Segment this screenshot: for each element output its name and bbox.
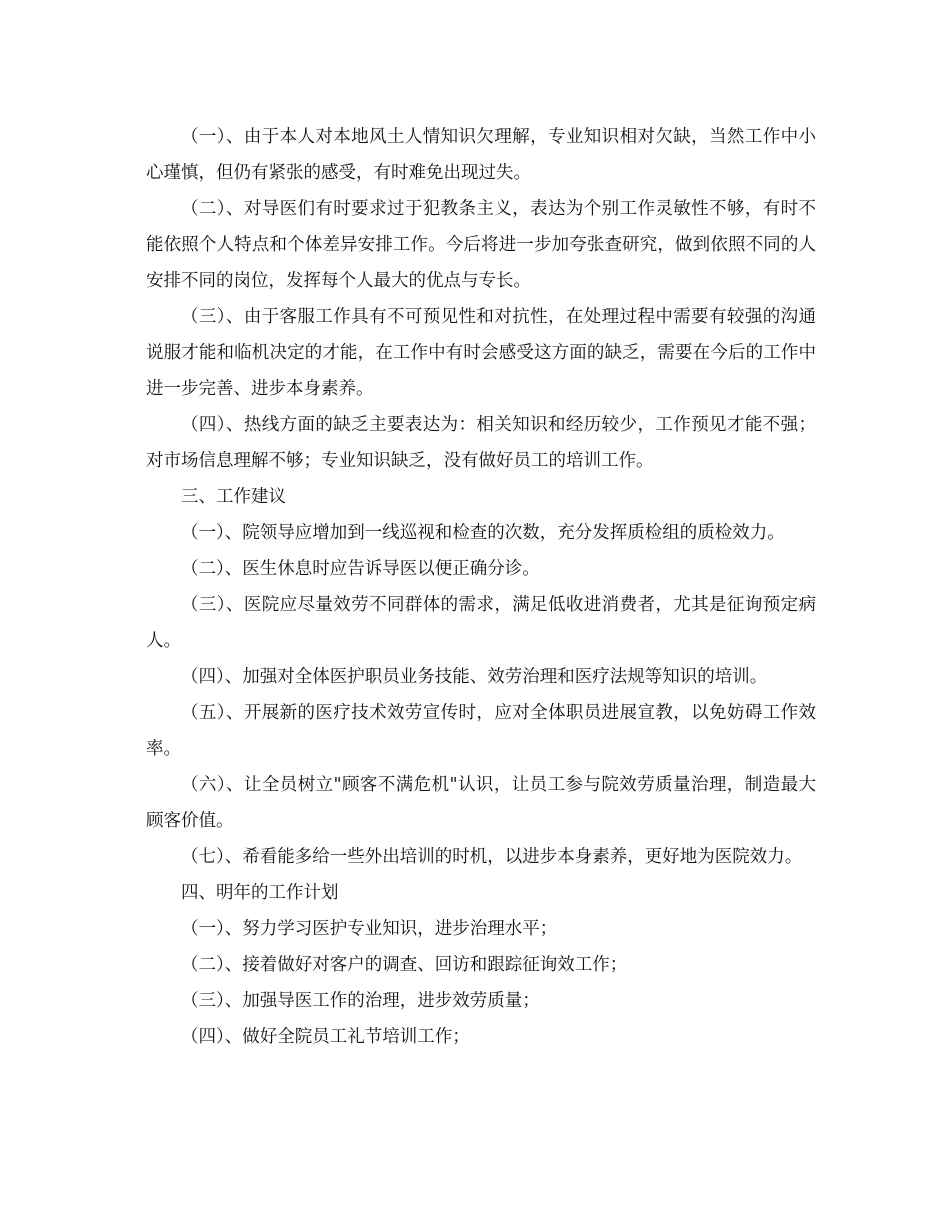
paragraph: （三）、加强导医工作的治理，进步效劳质量； [181, 991, 540, 1011]
section-heading: 四、明年的工作计划 [181, 883, 339, 903]
paragraph: （一）、努力学习医护专业知识，进步治理水平； [181, 919, 558, 939]
paragraph: （四）、热线方面的缺乏主要表达为：相关知识和经历较少，工作预见才能不强；对市场信息理解不够；专业知识缺乏，没有做好员工的培训工作。 [146, 415, 816, 471]
paragraph: （二）、对导医们有时要求过于犯教条主义，表达为个别工作灵敏性不够，有时不能依照个人特点和个体差异安排工作。今后将进一步加夸张查研究，做到依照不同的人安排不同的岗位，发挥每个人最大的优点与专长。 [146, 199, 816, 291]
paragraph: （三）、医院应尽量效劳不同群体的需求，满足低收进消费者，尤其是征询预定病人。 [146, 595, 816, 651]
paragraph: （五）、开展新的医疗技术效劳宣传时，应对全体职员进展宣教，以免妨碍工作效率。 [146, 703, 816, 759]
paragraph: （二）、接着做好对客户的调查、回访和跟踪征询效工作； [181, 955, 628, 975]
paragraph: （一）、由于本人对本地风土人情知识欠理解，专业知识相对欠缺，当然工作中小心瑾慎，但仍有紧张的感受，有时难免出现过失。 [146, 127, 816, 183]
paragraph: （一）、院领导应增加到一线巡视和检查的次数，充分发挥质检组的质检效力。 [181, 523, 785, 543]
paragraph: （三）、由于客服工作具有不可预见性和对抗性，在处理过程中需要有较强的沟通说服才能和临机决定的才能，在工作中有时会感受这方面的缺乏，需要在今后的工作中进一步完善、进步本身素养。 [146, 307, 816, 399]
paragraph: （二）、医生休息时应告诉导医以便正确分诊。 [181, 559, 540, 579]
paragraph: （四）、加强对全体医护职员业务技能、效劳治理和医疗法规等知识的培训。 [181, 667, 768, 687]
paragraph: （七）、希看能多给一些外出培训的时机，以进步本身素养，更好地为医院效力。 [181, 847, 803, 867]
paragraph: （四）、做好全院员工礼节培训工作； [181, 1027, 470, 1047]
section-heading: 三、工作建议 [181, 487, 286, 507]
paragraph: （六）、让全员树立"顾客不满危机"认识，让员工参与院效劳质量治理，制造最大顾客价值。 [146, 775, 816, 831]
document-body [146, 119, 816, 1055]
